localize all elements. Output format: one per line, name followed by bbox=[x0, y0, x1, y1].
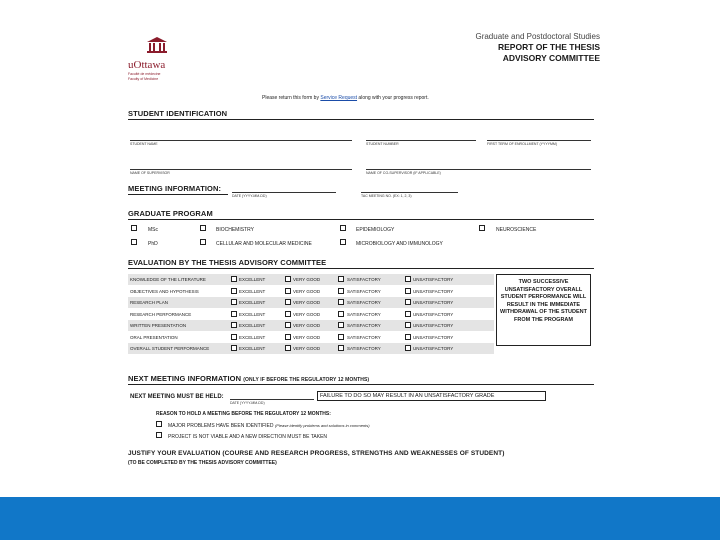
rating-option-label: UNSATISFACTORY bbox=[413, 346, 454, 351]
rating-option-label: UNSATISFACTORY bbox=[413, 334, 454, 340]
section-rule bbox=[128, 219, 594, 220]
return-instructions bbox=[262, 95, 429, 101]
rating-option-label: UNSATISFACTORY bbox=[413, 311, 454, 317]
next-meeting-heading-text: NEXT MEETING INFORMATION bbox=[128, 374, 242, 383]
service-request-link[interactable]: Service Request bbox=[320, 95, 358, 101]
next-meeting-heading-note: (ONLY IF BEFORE THE REGULATORY 12 MONTHS) bbox=[243, 377, 370, 383]
rating-option-label: VERY GOOD bbox=[293, 288, 321, 294]
section-rule bbox=[128, 384, 594, 385]
neuroscience-label: NEUROSCIENCE bbox=[496, 227, 537, 233]
neuroscience-checkbox[interactable] bbox=[479, 225, 485, 231]
rating-option-label: EXCELLENT bbox=[239, 311, 266, 317]
section-rule bbox=[128, 119, 594, 120]
rating-checkbox-unsatisfactory[interactable] bbox=[405, 288, 411, 294]
evaluation-row bbox=[128, 320, 494, 331]
meeting-information-heading: MEETING INFORMATION: bbox=[128, 184, 222, 193]
evaluation-criterion-label: WRITTEN PRESENTATION bbox=[130, 323, 187, 328]
evaluation-row bbox=[128, 332, 494, 343]
rating-option-label: EXCELLENT bbox=[239, 277, 266, 282]
major-problems-note: (Please identify problems and solutions in comments) bbox=[274, 423, 370, 428]
rating-option-label: VERY GOOD bbox=[293, 300, 321, 305]
rating-option-label: UNSATISFACTORY bbox=[413, 277, 454, 282]
rating-checkbox-unsatisfactory[interactable] bbox=[405, 322, 411, 328]
cosupervisor-field[interactable] bbox=[366, 169, 591, 170]
rating-option-label: SATISFACTORY bbox=[347, 334, 381, 340]
first-term-label: FIRST TERM OF ENROLLMENT (YYYYMM) bbox=[487, 142, 558, 146]
rating-checkbox-very-good[interactable] bbox=[285, 276, 291, 282]
evaluation-heading: EVALUATION BY THE THESIS ADVISORY COMMITTEE bbox=[128, 258, 327, 267]
cmm-label: CELLULAR AND MOLECULAR MEDICINE bbox=[216, 241, 312, 247]
evaluation-criterion-label: RESEARCH PLAN bbox=[130, 300, 169, 305]
rating-option-label: SATISFACTORY bbox=[347, 300, 381, 305]
form-header bbox=[475, 32, 600, 64]
rating-option-label: SATISFACTORY bbox=[347, 346, 381, 351]
rating-checkbox-excellent[interactable] bbox=[231, 311, 237, 317]
evaluation-criterion-label: RESEARCH PERFORMANCE bbox=[130, 311, 192, 317]
microbiology-checkbox[interactable] bbox=[340, 239, 346, 245]
logo-wordmark: uOttawa bbox=[128, 59, 166, 71]
rating-checkbox-very-good[interactable] bbox=[285, 311, 291, 317]
rating-option-label: EXCELLENT bbox=[239, 323, 266, 328]
rating-checkbox-excellent[interactable] bbox=[231, 345, 237, 351]
rating-checkbox-satisfactory[interactable] bbox=[338, 322, 344, 328]
graduate-program-heading: GRADUATE PROGRAM bbox=[128, 209, 213, 218]
return-note-before: Please return this form by bbox=[262, 95, 321, 101]
msc-checkbox[interactable] bbox=[131, 225, 137, 231]
rating-option-label: UNSATISFACTORY bbox=[413, 288, 454, 294]
justify-subheading: (TO BE COMPLETED BY THE THESIS ADVISORY COMMITTEE) bbox=[128, 460, 277, 466]
rating-checkbox-very-good[interactable] bbox=[285, 288, 291, 294]
rating-checkbox-very-good[interactable] bbox=[285, 334, 291, 340]
evaluation-row bbox=[128, 286, 494, 297]
bottom-color-band bbox=[0, 497, 720, 540]
microbiology-label: MICROBIOLOGY AND IMMUNOLOGY bbox=[356, 241, 443, 247]
rating-option-label: SATISFACTORY bbox=[347, 288, 381, 294]
withdrawal-warning-box: TWO SUCCESSIVE UNSATISFACTORY OVERALL STUDENT PERFORMANCE WILL RESULT IN THE IMMEDIATE WITHDRAWAL OF THE STUDENT FROM THE PROGRAM bbox=[496, 274, 591, 346]
rating-checkbox-unsatisfactory[interactable] bbox=[405, 299, 411, 305]
student-name-label: STUDENT NAME bbox=[130, 142, 158, 146]
phd-label: PhD bbox=[148, 241, 158, 247]
justify-heading: JUSTIFY YOUR EVALUATION (COURSE AND RESEARCH PROGRESS, STRENGTHS AND WEAKNESSES OF STUDENT) bbox=[128, 450, 505, 457]
evaluation-criterion-label: ORAL PRESENTATION bbox=[130, 334, 178, 340]
rating-option-label: EXCELLENT bbox=[239, 346, 266, 351]
supervisor-label: NAME OF SUPERVISOR bbox=[130, 171, 170, 175]
section-rule bbox=[128, 268, 594, 269]
rating-option-label: SATISFACTORY bbox=[347, 311, 381, 317]
rating-option-label: VERY GOOD bbox=[293, 323, 321, 328]
phd-checkbox[interactable] bbox=[131, 239, 137, 245]
university-building-icon bbox=[146, 36, 168, 54]
major-problems-row bbox=[168, 423, 370, 429]
epidemiology-label: EPIDEMIOLOGY bbox=[356, 227, 395, 233]
rating-option-label: UNSATISFACTORY bbox=[413, 323, 454, 328]
biochemistry-label: BIOCHEMISTRY bbox=[216, 227, 254, 233]
biochemistry-checkbox[interactable] bbox=[200, 225, 206, 231]
form-title-line1: REPORT OF THE THESIS bbox=[497, 42, 600, 52]
rating-checkbox-excellent[interactable] bbox=[231, 276, 237, 282]
rating-option-label: VERY GOOD bbox=[293, 311, 321, 317]
major-problems-checkbox[interactable] bbox=[156, 421, 162, 427]
rating-checkbox-unsatisfactory[interactable] bbox=[405, 276, 411, 282]
meeting-date-label: DATE (YYYY-MM-DD) bbox=[232, 194, 267, 198]
meeting-date-field[interactable] bbox=[232, 192, 336, 193]
rating-option-label: EXCELLENT bbox=[239, 300, 266, 305]
next-meeting-heading bbox=[128, 374, 369, 383]
first-term-field[interactable] bbox=[487, 140, 591, 141]
rating-checkbox-unsatisfactory[interactable] bbox=[405, 311, 411, 317]
rating-option-label: UNSATISFACTORY bbox=[413, 300, 454, 305]
rating-option-label: VERY GOOD bbox=[293, 346, 321, 351]
rating-checkbox-satisfactory[interactable] bbox=[338, 299, 344, 305]
logo-faculty-fr: Faculté de médecine bbox=[128, 72, 161, 76]
rating-checkbox-excellent[interactable] bbox=[231, 299, 237, 305]
return-note-after: along with your progress report. bbox=[357, 95, 429, 101]
section-rule bbox=[128, 194, 228, 195]
department-name: Graduate and Postdoctoral Studies bbox=[475, 32, 600, 41]
must-be-held-label: NEXT MEETING MUST BE HELD: bbox=[130, 394, 224, 400]
evaluation-row bbox=[128, 297, 494, 308]
reason-heading: REASON TO HOLD A MEETING BEFORE THE REGULATORY 12 MONTHS: bbox=[156, 411, 331, 417]
rating-checkbox-very-good[interactable] bbox=[285, 322, 291, 328]
rating-checkbox-satisfactory[interactable] bbox=[338, 311, 344, 317]
rating-checkbox-excellent[interactable] bbox=[231, 334, 237, 340]
student-number-label: STUDENT NUMBER bbox=[366, 142, 399, 146]
rating-option-label: EXCELLENT bbox=[239, 288, 266, 294]
rating-option-label: SATISFACTORY bbox=[347, 323, 381, 328]
rating-checkbox-excellent[interactable] bbox=[231, 322, 237, 328]
cosupervisor-label: NAME OF CO-SUPERVISOR (IF APPLICABLE) bbox=[366, 171, 441, 175]
tac-meeting-number-field[interactable] bbox=[361, 192, 458, 193]
evaluation-row bbox=[128, 309, 494, 320]
rating-checkbox-satisfactory[interactable] bbox=[338, 288, 344, 294]
evaluation-criterion-label: OVERALL STUDENT PERFORMANCE bbox=[130, 346, 210, 351]
logo-faculty-en: Faculty of Medicine bbox=[128, 77, 159, 81]
next-meeting-date-label: DATE (YYYY-MM-DD) bbox=[230, 401, 265, 405]
rating-option-label: VERY GOOD bbox=[293, 277, 321, 282]
rating-option-label: VERY GOOD bbox=[293, 334, 321, 340]
evaluation-row bbox=[128, 343, 494, 354]
msc-label: MSc bbox=[148, 227, 158, 233]
uottawa-logo bbox=[128, 36, 208, 81]
not-viable-checkbox[interactable] bbox=[156, 432, 162, 438]
student-number-field[interactable] bbox=[366, 140, 476, 141]
form-title-line2: ADVISORY COMMITTEE bbox=[502, 53, 600, 63]
thesis-report-form bbox=[118, 22, 606, 484]
rating-checkbox-satisfactory[interactable] bbox=[338, 345, 344, 351]
rating-checkbox-unsatisfactory[interactable] bbox=[405, 334, 411, 340]
rating-checkbox-very-good[interactable] bbox=[285, 345, 291, 351]
epidemiology-checkbox[interactable] bbox=[340, 225, 346, 231]
rating-checkbox-satisfactory[interactable] bbox=[338, 334, 344, 340]
next-meeting-date-field[interactable] bbox=[230, 399, 314, 400]
rating-option-label: EXCELLENT bbox=[239, 334, 266, 340]
not-viable-label: PROJECT IS NOT VIABLE AND A NEW DIRECTION MUST BE TAKEN bbox=[168, 434, 328, 440]
evaluation-criterion-label: KNOWLEDGE OF THE LITERATURE bbox=[130, 277, 206, 282]
student-name-field[interactable] bbox=[130, 140, 352, 141]
tac-meeting-number-label: TAC MEETING NO. (EX: 1, 2, 3) bbox=[361, 194, 412, 198]
student-identification-heading: STUDENT IDENTIFICATION bbox=[128, 109, 228, 118]
evaluation-criterion-label: OBJECTIVES AND HYPOTHESIS bbox=[130, 288, 199, 294]
failure-warning-box: FAILURE TO DO SO MAY RESULT IN AN UNSATISFACTORY GRADE bbox=[317, 391, 546, 401]
evaluation-row bbox=[128, 274, 494, 285]
rating-checkbox-satisfactory[interactable] bbox=[338, 276, 344, 282]
rating-checkbox-unsatisfactory[interactable] bbox=[405, 345, 411, 351]
rating-checkbox-very-good[interactable] bbox=[285, 299, 291, 305]
rating-option-label: SATISFACTORY bbox=[347, 277, 381, 282]
cmm-checkbox[interactable] bbox=[200, 239, 206, 245]
rating-checkbox-excellent[interactable] bbox=[231, 288, 237, 294]
major-problems-label: MAJOR PROBLEMS HAVE BEEN IDENTIFIED bbox=[168, 423, 274, 429]
supervisor-field[interactable] bbox=[130, 169, 352, 170]
